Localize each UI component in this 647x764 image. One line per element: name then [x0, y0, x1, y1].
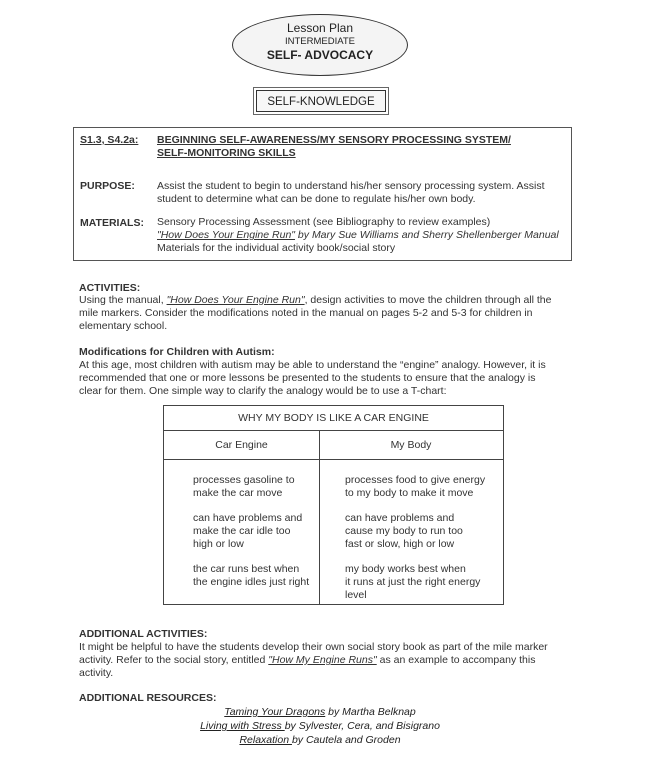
materials-label: MATERIALS:: [80, 217, 144, 229]
activities-heading: ACTIVITIES:: [79, 282, 141, 294]
standards-code: S1.3, S4.2a:: [80, 134, 139, 146]
cell-line: my body works best when: [345, 563, 466, 575]
modifications-heading: Modifications for Children with Autism:: [79, 346, 275, 358]
t-chart-col2-header: My Body: [390, 439, 432, 451]
section-label: SELF-KNOWLEDGE: [256, 90, 386, 112]
t-chart-column-divider: [319, 430, 320, 604]
purpose-label: PURPOSE:: [80, 180, 135, 192]
modifications-line-2: recommended that one or more lessons be presented to the students to ensure that the analogy is: [79, 372, 536, 384]
cell-line: to my body to make it move: [345, 487, 474, 499]
additional-activities-line-2-post: as an example to accompany this: [376, 654, 536, 666]
cell-line: can have problems and: [345, 512, 455, 524]
header-line-1: Lesson Plan: [286, 21, 354, 35]
t-chart-row2-left: [193, 512, 302, 551]
t-chart-col1-header: Car Engine: [215, 439, 268, 451]
standards-title-2: SELF-MONITORING SKILLS: [157, 147, 296, 159]
cell-line: processes gasoline to: [193, 474, 295, 486]
t-chart-row3-left: [193, 563, 309, 589]
cell-line: make the car idle too: [193, 525, 291, 537]
resource-item: [150, 705, 490, 719]
materials-line-2: [157, 229, 559, 242]
materials-line-1: Sensory Processing Assessment (see Bibliography to review examples): [157, 216, 491, 228]
lesson-plan-oval: [232, 14, 408, 76]
t-chart-title: WHY MY BODY IS LIKE A CAR ENGINE: [238, 412, 429, 424]
cell-line: cause my body to run too: [345, 525, 463, 537]
additional-activities-line-2: [79, 654, 535, 667]
resource-item: [150, 733, 490, 747]
cell-line: fast or slow, high or low: [345, 538, 455, 550]
materials-manual-authors: by Mary Sue Williams and Sherry Shellenberger Manual: [295, 229, 559, 241]
t-chart-row1-right: [345, 474, 485, 500]
t-chart-title-divider: [164, 430, 503, 431]
activities-manual-title: "How Does Your Engine Run": [166, 294, 305, 306]
modifications-line-1: At this age, most children with autism may be able to understand the “engine” analogy. However, it is: [79, 359, 546, 371]
header-line-3: SELF- ADVOCACY: [266, 48, 374, 62]
cell-line: make the car move: [193, 487, 283, 499]
t-chart-header-divider: [164, 459, 503, 460]
cell-line: high or low: [193, 538, 244, 550]
resource-title: Taming Your Dragons: [224, 706, 326, 718]
standards-title-1: BEGINNING SELF-AWARENESS/MY SENSORY PROCESSING SYSTEM/: [157, 134, 511, 146]
activities-line-1-pre: Using the manual,: [79, 294, 167, 306]
activities-line-3: elementary school.: [79, 320, 168, 332]
materials-manual-title: "How Does Your Engine Run": [157, 229, 296, 241]
resource-author: by Martha Belknap: [325, 706, 416, 718]
resource-title: Living with Stress: [200, 720, 285, 732]
cell-line: the car runs best when: [193, 563, 300, 575]
additional-resources-heading: ADDITIONAL RESOURCES:: [79, 692, 217, 704]
purpose-line-1: Assist the student to begin to understand his/her sensory processing system. Assist: [157, 180, 545, 192]
social-story-title: "How My Engine Runs": [268, 654, 377, 666]
cell-line: can have problems and: [193, 512, 303, 524]
modifications-line-3: clear for them. One simple way to clarify the analogy would be to use a T-chart:: [79, 385, 447, 397]
activities-line-1-post: , design activities to move the children through all the: [304, 294, 552, 306]
additional-activities-line-3: activity.: [79, 667, 114, 679]
t-chart-row3-right: [345, 563, 480, 602]
activities-line-2: mile markers. Consider the modifications noted in the manual on pages 5-2 and 5-3 for children in: [79, 307, 533, 319]
cell-line: level: [345, 589, 367, 601]
t-chart-row1-left: [193, 474, 295, 500]
cell-line: processes food to give energy: [345, 474, 486, 486]
cell-line: it runs at just the right energy: [345, 576, 481, 588]
t-chart: [163, 405, 504, 605]
cell-line: the engine idles just right: [193, 576, 310, 588]
additional-activities-line-2-pre: activity. Refer to the social story, entitled: [79, 654, 269, 666]
purpose-line-2: student to determine what can be done to regulate his/her own body.: [157, 193, 476, 205]
resource-author: by Sylvester, Cera, and Bisigrano: [284, 720, 440, 732]
resource-item: [150, 719, 490, 733]
t-chart-row2-right: [345, 512, 463, 551]
materials-line-3: Materials for the individual activity book/social story: [157, 242, 396, 254]
additional-activities-line-1: It might be helpful to have the students develop their own social story book as part of the mile marker: [79, 641, 548, 653]
header-line-2: INTERMEDIATE: [284, 36, 356, 47]
resource-author: by Cautela and Groden: [291, 734, 401, 746]
activities-line-1: [79, 294, 551, 307]
resource-title: Relaxation: [239, 734, 292, 746]
additional-activities-heading: ADDITIONAL ACTIVITIES:: [79, 628, 208, 640]
